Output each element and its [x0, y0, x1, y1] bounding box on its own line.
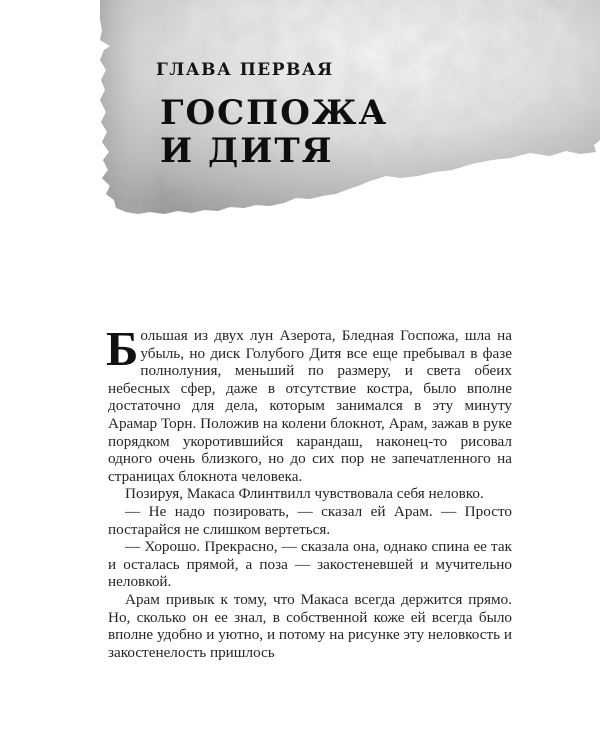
drop-cap: Б [106, 321, 139, 376]
paragraph-5: Арам привык к тому, что Макаса всегда держится прямо. Но, сколько он ее знал, в собственной коже ей всегда было вполне удобно и уютно, и потому на рисунке эту неловкость и закостенелость пришлось [108, 590, 512, 661]
chapter-title-line-2: И ДИТЯ [160, 131, 334, 171]
chapter-body [106, 321, 512, 661]
paragraph-4: — Хорошо. Прекрасно, — сказала она, однако спина ее так и осталась прямой, а поза — закостеневшей и мучительно неловкой. [108, 538, 512, 591]
paragraph-3: — Не надо позировать, — сказал ей Арам. — Просто постарайся не слишком вертеться. [108, 502, 512, 538]
chapter-title-line-1: ГОСПОЖА [160, 93, 389, 133]
chapter-label: ГЛАВА ПЕРВАЯ [156, 60, 334, 80]
paragraph-1-text: ольшая из двух лун Азерота, Бледная Госпожа, шла на убыль, но диск Голубого Дитя все еще пребывал в фазе полнолуния, меньший по размеру, и света обеих небесных сфер, даже в отсутствие костра, было вполне достаточно для дела, которым занимался в эту минуту Арамар Торн. Положив на колени блокнот, Арам, зажав в руке порядком укоротившийся карандаш, наконец-то рисовал одного очень близкого, но до сих пор не запечатленного на страницах блокнота человека. [108, 327, 512, 485]
paragraph-2: Позируя, Макаса Флинтвилл чувствовала себя неловко. [125, 485, 484, 503]
paragraph-1 [106, 321, 512, 485]
chapter-title [160, 94, 388, 170]
